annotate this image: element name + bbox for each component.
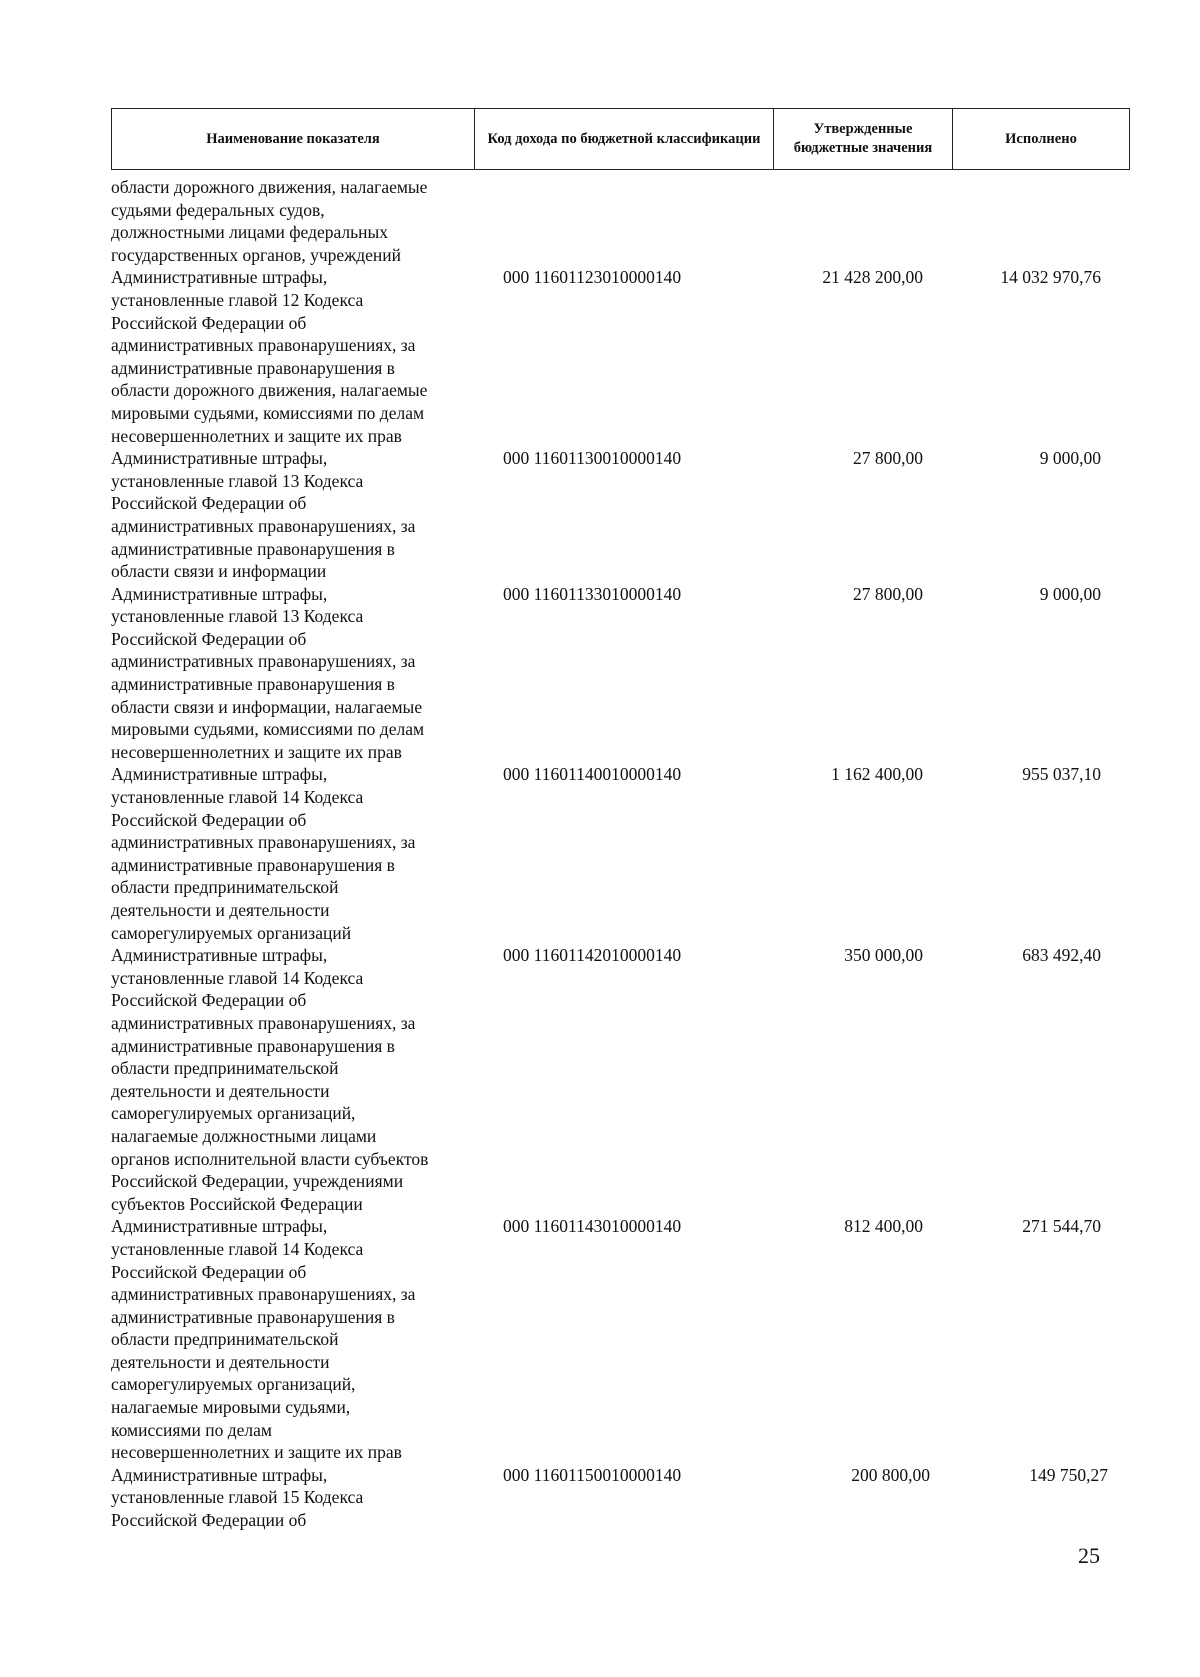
row-done: 9 000,00 (1039, 583, 1101, 604)
table-body (111, 176, 1108, 1532)
row-code: 000 11601143010000140 (503, 1216, 682, 1237)
row-name: Административные штрафы, установленные главой 13 Кодекса Российской Федерации об административных правонарушениях, за административные правонарушения в области связи и информации (111, 448, 416, 582)
table-row (111, 447, 1101, 583)
table-row (111, 1215, 1101, 1464)
row-name: Административные штрафы, установленные главой 14 Кодекса Российской Федерации об административных правонарушениях, за административные правонарушения в области предпринимательской деятельности и деятельности саморегулируемых организаций, налагаемые мировыми судьями, комиссиями по делам несовершеннолетних и защите их прав (111, 1216, 416, 1463)
row-plan: 350 000,00 (844, 945, 923, 966)
table-row (111, 1464, 1108, 1532)
table-row (111, 583, 1101, 764)
header-name: Наименование показателя (112, 109, 475, 170)
row-code: 000 11601123010000140 (503, 267, 682, 288)
table-row (111, 266, 1101, 447)
row-code: 000 11601142010000140 (503, 945, 682, 966)
row-name: Административные штрафы, установленные главой 14 Кодекса Российской Федерации об административных правонарушениях, за административные правонарушения в области предпринимательской деятельности и деятельности саморегулируемых организаций, налагаемые должностными лицами органов исполнительной власти субъектов Российской Федерации, учреждениями субъектов Российской Федерации (111, 945, 429, 1214)
header-done: Исполнено (953, 109, 1130, 170)
row-plan: 27 800,00 (853, 448, 923, 469)
row-plan: 1 162 400,00 (831, 764, 923, 785)
row-code: 000 11601130010000140 (503, 448, 682, 469)
row-code: 000 11601150010000140 (503, 1464, 682, 1485)
row-plan: 200 800,00 (851, 1464, 930, 1485)
row-name: области дорожного движения, налагаемые судьями федеральных судов, должностными лицами федеральных государственных органов, учреждений (111, 177, 428, 265)
row-plan: 27 800,00 (853, 583, 923, 604)
row-plan: 21 428 200,00 (822, 267, 923, 288)
row-done: 9 000,00 (1039, 448, 1101, 469)
header-code: Код дохода по бюджетной классификации (475, 109, 774, 170)
row-done: 955 037,10 (1022, 764, 1101, 785)
table-row (111, 763, 1101, 944)
row-done: 271 544,70 (1022, 1216, 1101, 1237)
row-plan: 812 400,00 (844, 1216, 923, 1237)
page-number: 25 (1078, 1543, 1100, 1568)
row-done: 14 032 970,76 (1000, 267, 1101, 288)
header-plan: Утвержденные бюджетные значения (774, 109, 953, 170)
table-row (111, 176, 1101, 266)
row-name: Административные штрафы, установленные главой 14 Кодекса Российской Федерации об административных правонарушениях, за административные правонарушения в области предпринимательской деятельности и деятельности саморегулируемых организаций (111, 764, 416, 943)
row-code: 000 11601133010000140 (503, 583, 682, 604)
table-header (111, 108, 1130, 170)
row-done: 149 750,27 (1029, 1464, 1108, 1485)
row-name: Административные штрафы, установленные главой 12 Кодекса Российской Федерации об административных правонарушениях, за административные правонарушения в области дорожного движения, налагаемые мировыми судьями, комиссиями по делам несовершеннолетних и защите их прав (111, 267, 428, 446)
table-row (111, 944, 1101, 1215)
row-done: 683 492,40 (1022, 945, 1101, 966)
row-name: Административные штрафы, установленные главой 13 Кодекса Российской Федерации об административных правонарушениях, за административные правонарушения в области связи и информации, налагаемые мировыми судьями, комиссиями по делам несовершеннолетних и защите их прав (111, 583, 425, 762)
row-code: 000 11601140010000140 (503, 764, 682, 785)
row-name: Административные штрафы, установленные главой 15 Кодекса Российской Федерации об (111, 1464, 364, 1531)
